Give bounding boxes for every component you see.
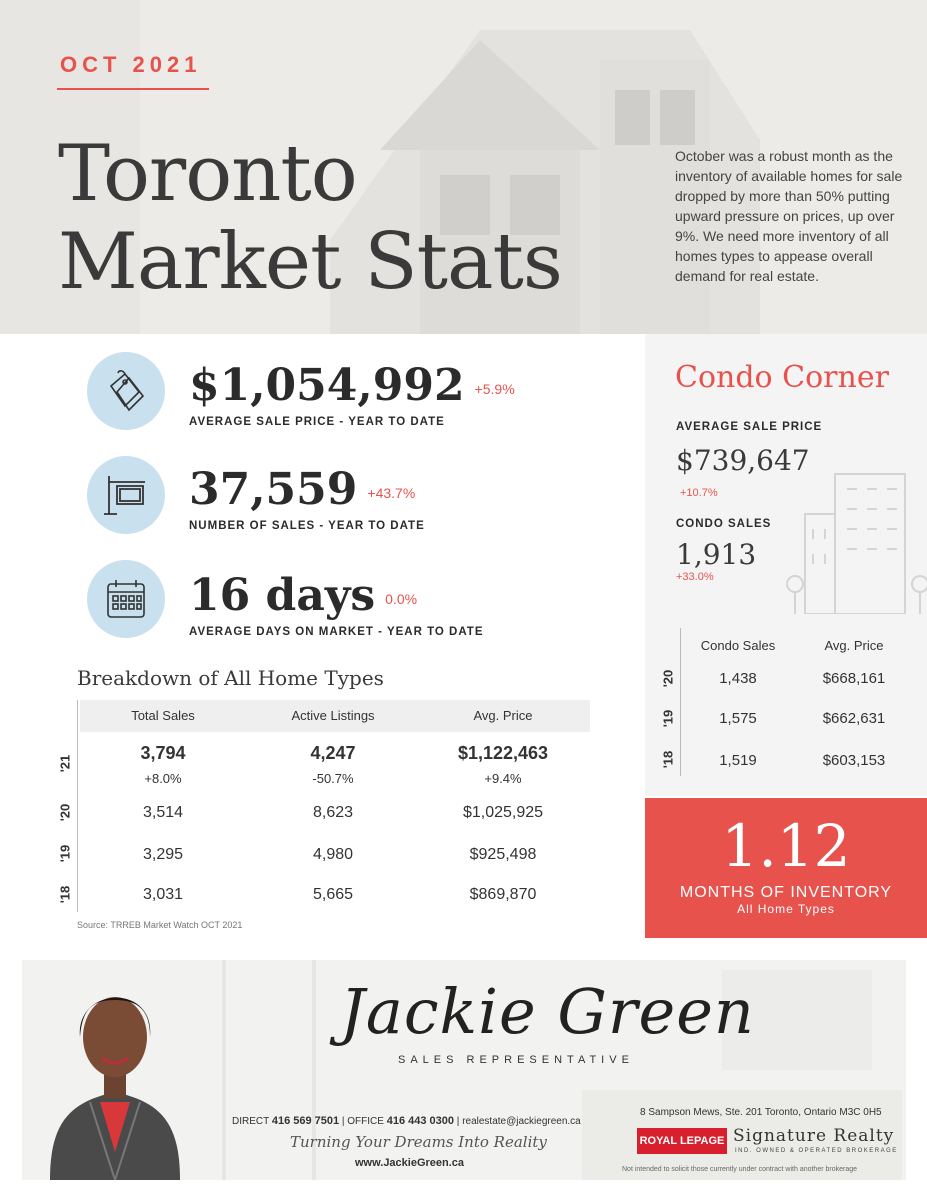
condo-col-sales: Condo Sales [700, 638, 776, 653]
days-on-market-value: 16 days [189, 570, 376, 621]
price-tag-icon [87, 352, 165, 430]
months-of-inventory-box [645, 798, 927, 938]
col-active-listings: Active Listings [291, 708, 375, 723]
row-year: '18 [660, 750, 676, 769]
table-cell: 3,295 [142, 846, 184, 863]
number-of-sales-label: NUMBER OF SALES - YEAR TO DATE [189, 520, 425, 532]
agent-tagline: Turning Your Dreams Into Reality [290, 1133, 547, 1151]
agent-signature: Jackie Green [340, 975, 755, 1048]
agent-contact: DIRECT 416 569 7501 | OFFICE 416 443 0300 | realestate@jackiegreen.ca [232, 1115, 581, 1127]
table-cell: 4,247 [310, 743, 356, 763]
agent-role: SALES REPRESENTATIVE [398, 1054, 634, 1066]
condo-buildings-icon [785, 464, 927, 614]
inventory-value: 1.12 [721, 812, 851, 880]
condo-avg-label: AVERAGE SALE PRICE [676, 421, 823, 433]
page-title [58, 130, 562, 306]
table-cell: 8,623 [312, 804, 354, 821]
report-month: OCT 2021 [60, 52, 202, 77]
table-cell: 4,980 [312, 846, 354, 863]
disclaimer: Not intended to solicit those currently under contract with another brokerage [622, 1166, 858, 1173]
row-year: '20 [57, 803, 73, 822]
table-cell: 5,665 [312, 886, 354, 903]
direct-phone[interactable]: 416 569 7501 [271, 1115, 340, 1127]
table-cell: $662,631 [822, 710, 886, 727]
col-total-sales: Total Sales [131, 708, 195, 723]
inventory-sub: All Home Types [737, 902, 835, 916]
table-cell: 1,438 [719, 670, 757, 687]
number-of-sales-value: 37,559 [189, 464, 358, 515]
table-cell: $1,025,925 [462, 804, 544, 821]
table-cell: 1,519 [719, 752, 757, 769]
sold-sign-icon [87, 456, 165, 534]
agent-website[interactable]: www.JackieGreen.ca [355, 1157, 465, 1169]
condo-col-price: Avg. Price [824, 638, 884, 653]
agent-portrait [30, 962, 200, 1180]
condo-avg-change: +10.7% [680, 487, 718, 499]
row-year: '18 [57, 885, 73, 904]
condo-avg-value: $739,647 [676, 444, 810, 477]
number-of-sales [189, 466, 415, 517]
condo-sales-value: 1,913 [676, 538, 757, 571]
avg-sale-price-label: AVERAGE SALE PRICE - YEAR TO DATE [189, 416, 445, 428]
table-cell: 3,031 [142, 886, 184, 903]
table-cell-change: -50.7% [312, 771, 354, 786]
breakdown-title: Breakdown of All Home Types [77, 666, 384, 690]
col-avg-price: Avg. Price [473, 708, 533, 723]
row-year: '19 [660, 709, 676, 728]
row-year: '19 [57, 844, 73, 863]
title-line-1: Toronto [58, 129, 357, 219]
table-cell: $603,153 [822, 752, 886, 769]
agent-email[interactable]: realestate@jackiegreen.ca [462, 1116, 581, 1127]
table-cell: $925,498 [469, 846, 537, 863]
row-year: '21 [57, 754, 73, 773]
office-phone[interactable]: 416 443 0300 [386, 1115, 455, 1127]
intro-paragraph: October was a robust month as the inventory of available homes for sale dropped by more than 50% putting upward pressure on prices, up over 9%. We need more inventory of all homes types to appease overall demand for real estate. [675, 148, 903, 284]
days-on-market-change: 0.0% [385, 590, 418, 607]
avg-sale-price-change: +5.9% [474, 380, 515, 397]
table-cell-change: +8.0% [144, 771, 182, 786]
brokerage-name: Signature Realty [733, 1126, 895, 1146]
condo-axis-line [680, 628, 681, 776]
avg-sale-price [189, 362, 515, 413]
row-year: '20 [660, 669, 676, 688]
calendar-icon [87, 560, 165, 638]
royal-lepage-logo: ROYAL LEPAGE [637, 1128, 727, 1154]
table-cell: $1,122,463 [457, 743, 549, 763]
table-cell: 1,575 [719, 710, 757, 727]
table-cell: 3,514 [142, 804, 184, 821]
direct-label: DIRECT [232, 1116, 270, 1127]
source-note: Source: TRREB Market Watch OCT 2021 [77, 920, 243, 930]
condo-sales-label: CONDO SALES [676, 518, 772, 530]
days-on-market [189, 572, 417, 623]
table-cell: $668,161 [822, 670, 886, 687]
avg-sale-price-value: $1,054,992 [189, 360, 465, 411]
office-label: OFFICE [347, 1116, 384, 1127]
table-cell-change: +9.4% [484, 771, 522, 786]
table-cell: $869,870 [469, 886, 537, 903]
brokerage-address: 8 Sampson Mews, Ste. 201 Toronto, Ontario M3C 0H5 [640, 1107, 882, 1118]
month-underline [57, 88, 209, 90]
table-cell: 3,794 [140, 743, 186, 763]
inventory-label: MONTHS OF INVENTORY [679, 884, 893, 901]
number-of-sales-change: +43.7% [367, 484, 416, 501]
days-on-market-label: AVERAGE DAYS ON MARKET - YEAR TO DATE [189, 626, 484, 638]
title-line-2: Market Stats [58, 217, 562, 307]
brokerage-sub: IND. OWNED & OPERATED BROKERAGE [735, 1148, 898, 1154]
condo-sales-change: +33.0% [676, 571, 714, 583]
condo-corner-title: Condo Corner [675, 360, 889, 395]
